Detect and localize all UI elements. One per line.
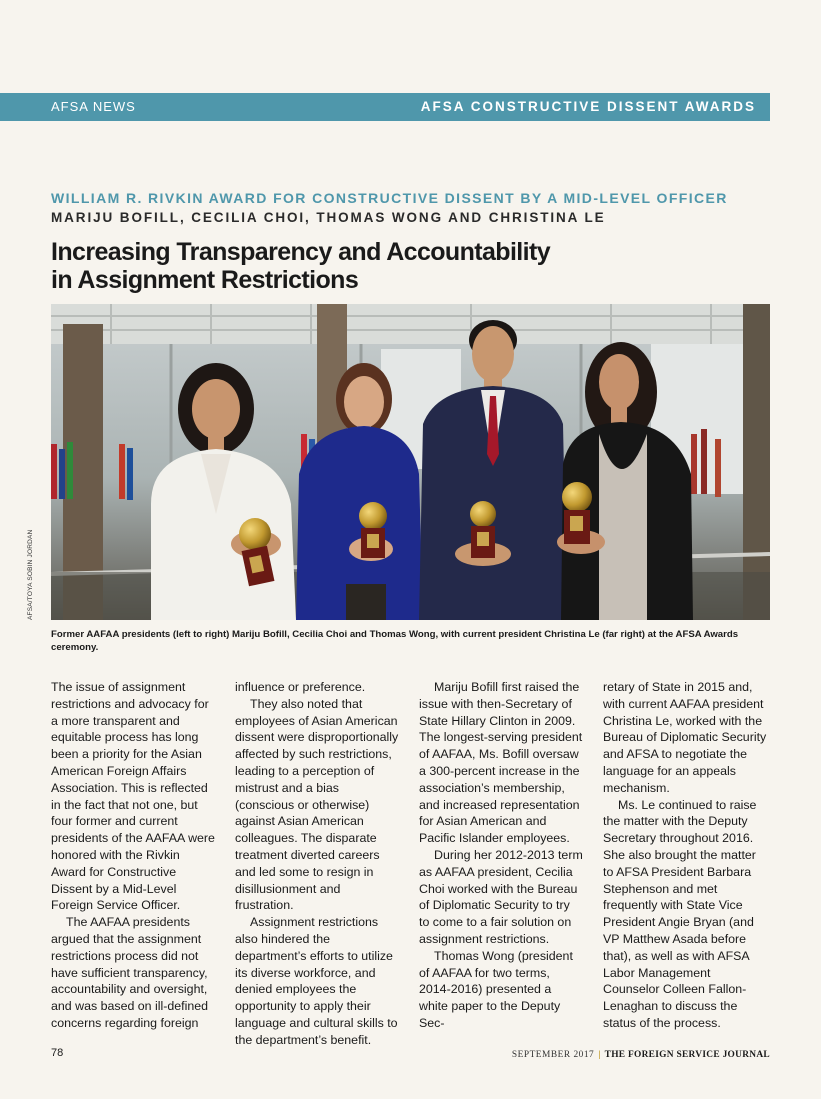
- article-title-line-1: Increasing Transparency and Accountability: [51, 238, 551, 266]
- recipient-names: MARIJU BOFILL, CECILIA CHOI, THOMAS WONG AND CHRISTINA LE: [51, 210, 606, 225]
- column-1-paragraph-1: The issue of assignment restrictions and advocacy for a more transparent and equitable process has long been a priority for the Asian American Foreign Affairs Association. This is reflected in the fact that not one, but four former and current presidents of the AAFAA were honored with the Rivkin Award for Constructive Dissent by a Mid-Level Foreign Service Officer.: [51, 680, 215, 913]
- award-photo-illustration: [51, 304, 770, 620]
- award-photo: [51, 304, 770, 620]
- page-number: 78: [51, 1047, 64, 1059]
- column-3-paragraph-1: Mariju Bofill first raised the issue with then-Secretary of State Hillary Clinton in 2009. The longest-serving president of AAFAA, Ms. Bofill oversaw a 300-percent increase in the association’s membership, and increased representation for Asian American and Pacific Islander employees.: [419, 680, 583, 846]
- column-3-paragraph-2: During her 2012-2013 term as AAFAA president, Cecilia Choi worked with the Bureau of Diplomatic Security to try to come to a fair solution on assignment restrictions.: [419, 847, 583, 946]
- text-column-4: [603, 679, 767, 1032]
- column-2-paragraph-3: Assignment restrictions also hindered the department’s efforts to utilize its diverse workforce, and denied employees the opportunity to apply their language and cultural skills to the department’s benefit.: [235, 915, 398, 1047]
- section-band: [0, 93, 770, 121]
- article-title: [51, 238, 751, 294]
- text-column-2: [235, 679, 399, 1049]
- footer-separator: |: [598, 1048, 601, 1059]
- section-label: AFSA NEWS: [51, 99, 136, 114]
- journal-name: THE FOREIGN SERVICE JOURNAL: [604, 1050, 770, 1060]
- issue-date: SEPTEMBER 2017: [511, 1050, 595, 1060]
- award-name: WILLIAM R. RIVKIN AWARD FOR CONSTRUCTIVE DISSENT BY A MID-LEVEL OFFICER: [51, 190, 728, 206]
- text-column-1: [51, 679, 215, 1032]
- running-footer: [512, 1048, 770, 1060]
- column-1-paragraph-2: The AAFAA presidents argued that the assignment restrictions process did not have sufficient transparency, accountability and oversight, and was based on ill-defined concerns regarding foreign: [51, 915, 209, 1030]
- photo-credit: [27, 529, 41, 620]
- article-title-line-2: in Assignment Restrictions: [51, 266, 359, 294]
- text-column-3: [419, 679, 583, 1032]
- trophy-4: [562, 482, 592, 544]
- feature-label: AFSA CONSTRUCTIVE DISSENT AWARDS: [420, 99, 756, 114]
- column-4-paragraph-1: retary of State in 2015 and, with current AAFAA president Christina Le, worked with the Bureau of Diplomatic Security and AFSA to negotiate the language for an appeals mechanism.: [603, 680, 767, 795]
- column-4-paragraph-2: Ms. Le continued to raise the matter with the Deputy Secretary throughout 2016. She also brought the matter to AFSA President Barbara Stephenson and met frequently with State Vice President Angie Bryan (and VP Matthew Asada before that), as well as with AFSA Labor Management Counselor Colleen Fallon-Lenaghan to discuss the status of the process.: [603, 797, 757, 1030]
- column-3-paragraph-3: Thomas Wong (president of AAFAA for two terms, 2014-2016) presented a white paper to the Deputy Sec-: [419, 948, 573, 1030]
- column-2-paragraph-2: They also noted that employees of Asian American dissent were disproportionally affected by such restrictions, leading to a perception of mistrust and a bias (conscious or otherwise) against Asian American colleagues. The disparate treatment diverted careers and led some to resign in disillusionment and frustration.: [235, 696, 399, 913]
- trophy-3: [470, 501, 496, 558]
- column-2-paragraph-1: influence or preference.: [235, 680, 366, 694]
- photo-caption: Former AAFAA presidents (left to right) Mariju Bofill, Cecilia Choi and Thomas Wong, with current president Christina Le (far right) at the AFSA Awards ceremony.: [51, 629, 739, 653]
- trophy-2: [359, 502, 387, 558]
- photo-credit-text: AFSA/TOYA SOBIN JORDAN: [27, 529, 34, 620]
